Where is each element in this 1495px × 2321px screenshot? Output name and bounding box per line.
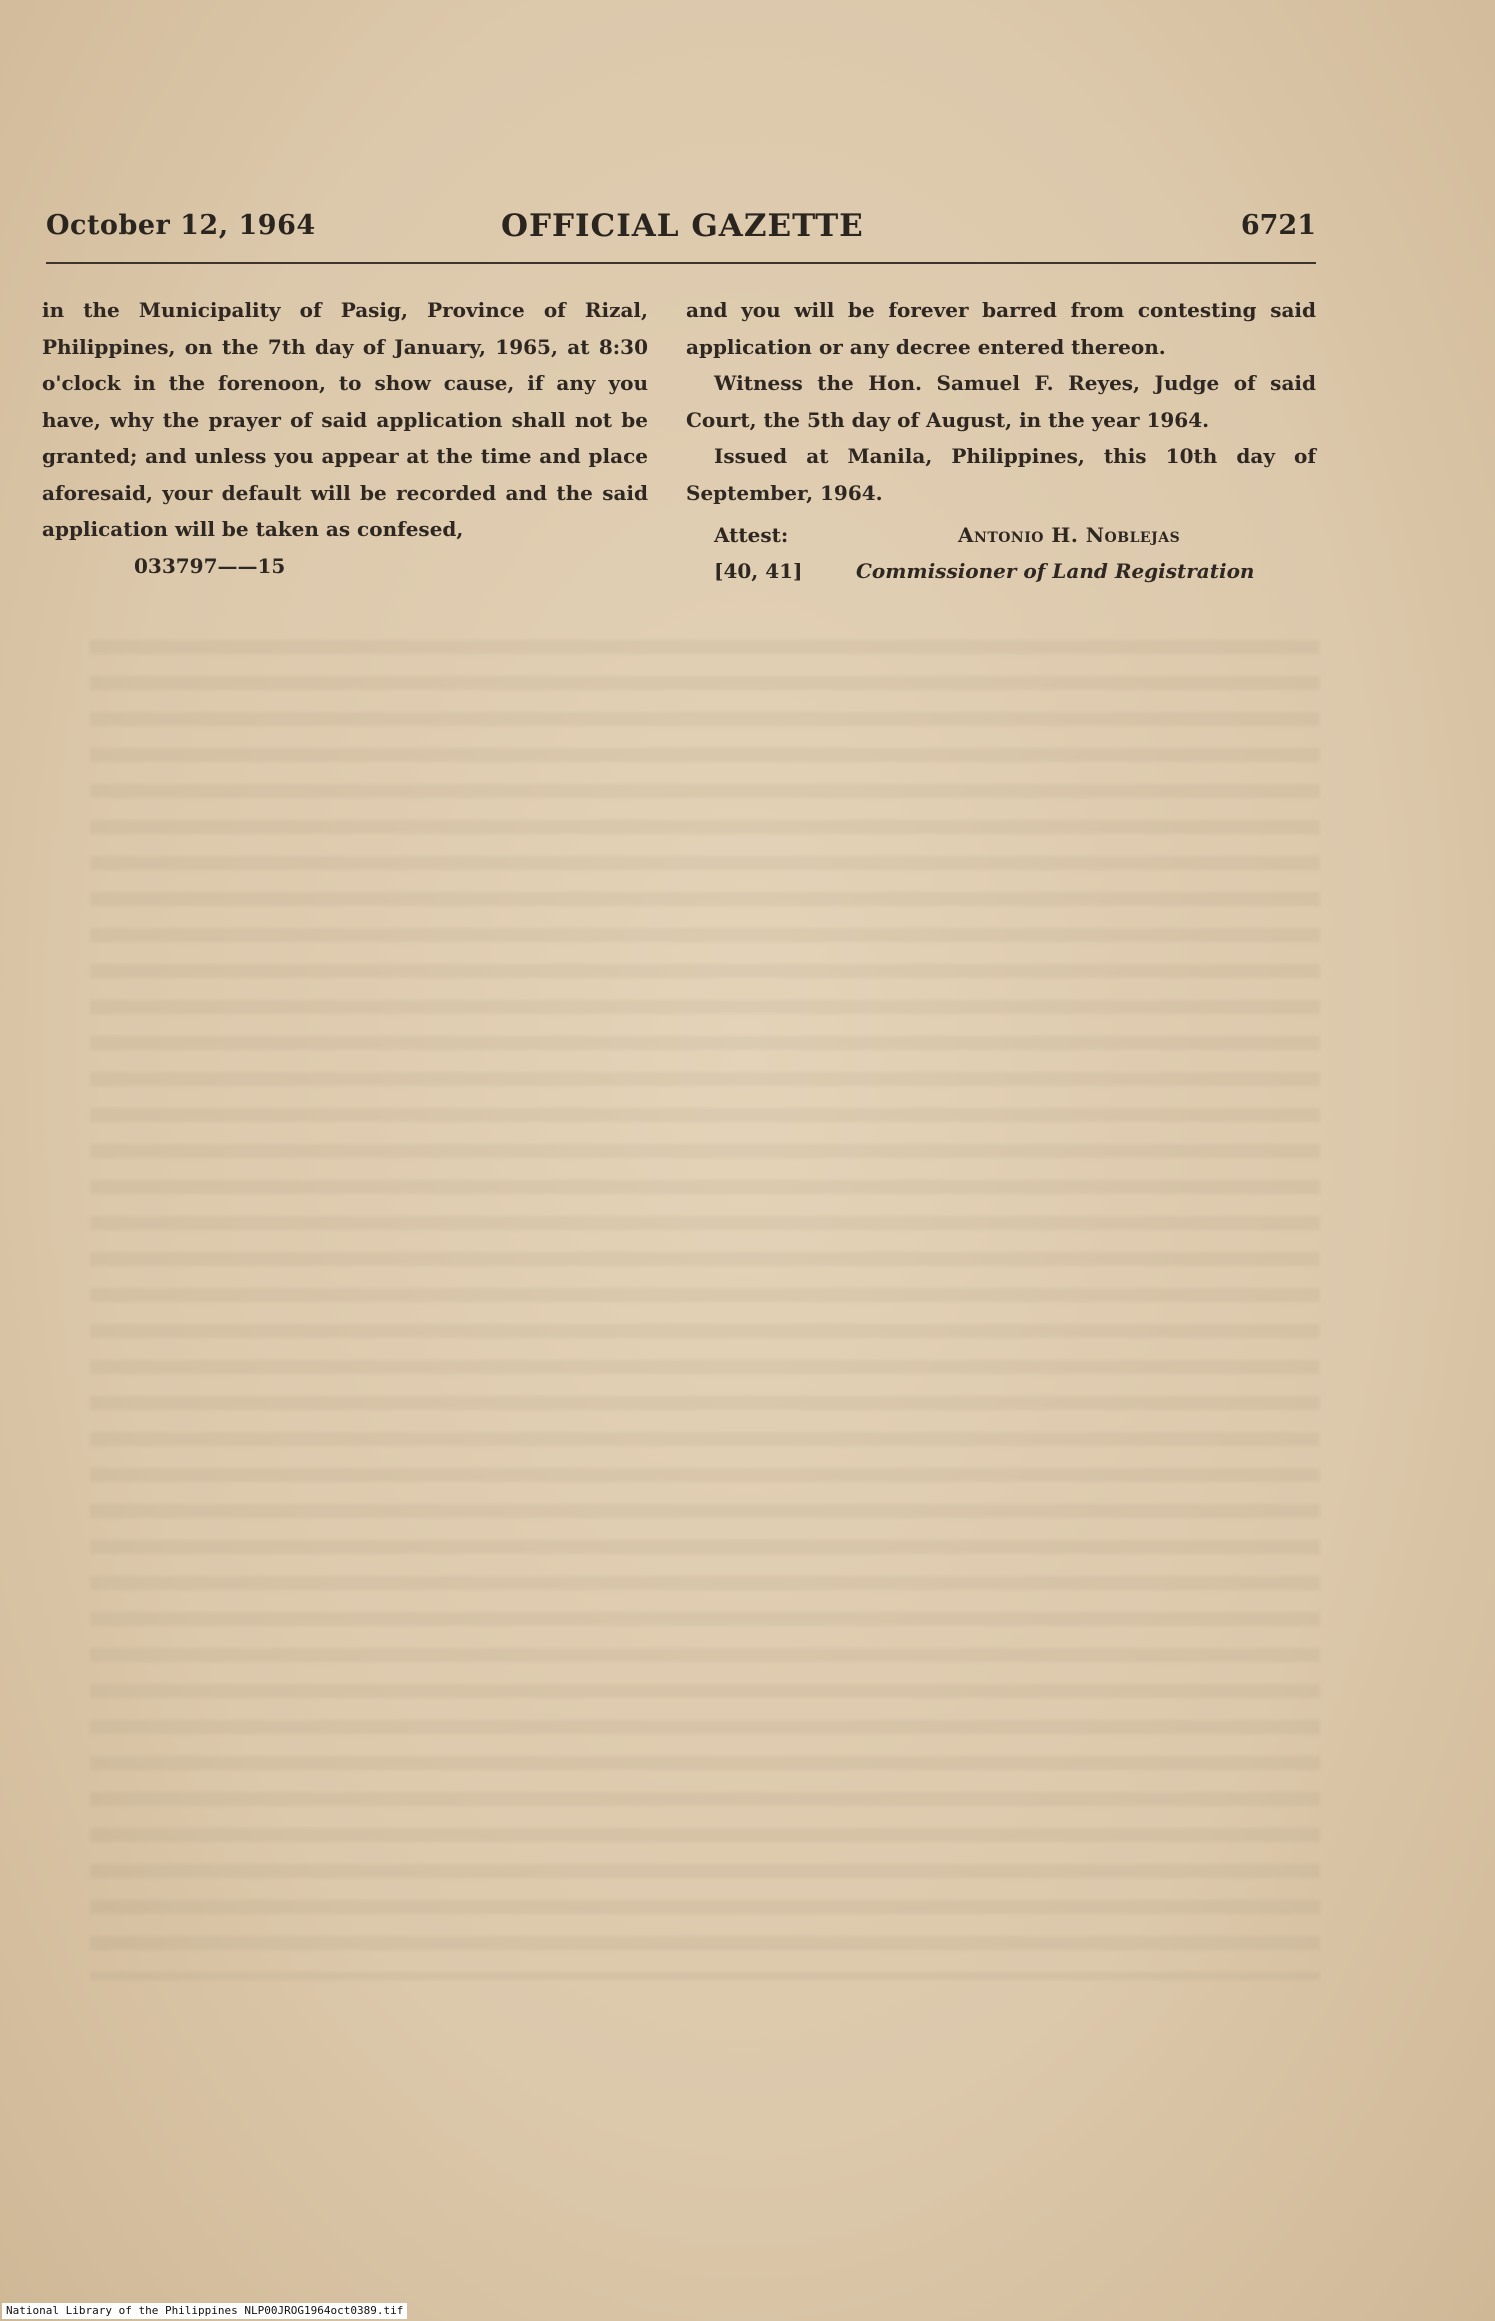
attest-line: [686, 517, 1316, 553]
right-paragraph-1: and you will be forever barred from contesting said application or any decree entered thereon.: [686, 298, 1316, 359]
left-reference: 033797——15: [134, 553, 286, 578]
right-paragraph-2: Witness the Hon. Samuel F. Reyes, Judge of said Court, the 5th day of August, in the year 1964.: [686, 371, 1316, 432]
attest-label: Attest:: [714, 523, 789, 547]
left-paragraph: in the Municipality of Pasig, Province of Rizal, Philippines, on the 7th day of January, 1965, at 8:30 o'clock in the forenoon, to show cause, if any you have, why the prayer of said application shall not be granted; and unless you appear at the time and place aforesaid, your default will be recorded and the said application will be taken as confesed,: [42, 298, 648, 541]
header-title: OFFICIAL GAZETTE: [501, 208, 864, 244]
bleed-through-text: [90, 640, 1320, 1980]
page-header: [46, 210, 1316, 250]
attest-code: [40, 41]: [714, 559, 803, 583]
header-page-number: 6721: [1240, 210, 1316, 241]
header-date: October 12, 1964: [46, 210, 316, 241]
header-rule: [46, 262, 1316, 264]
left-column: [42, 292, 648, 584]
scan-footer: National Library of the Philippines NLP00JROG1964oct0389.tif: [2, 2303, 407, 2319]
attest-title-line: [686, 553, 1316, 589]
attest-name: Antonio H. Noblejas: [958, 523, 1181, 547]
attest-title: Commissioner of Land Registration: [856, 559, 1255, 583]
right-paragraph-3: Issued at Manila, Philippines, this 10th day of September, 1964.: [686, 444, 1316, 505]
right-column: [686, 292, 1316, 589]
